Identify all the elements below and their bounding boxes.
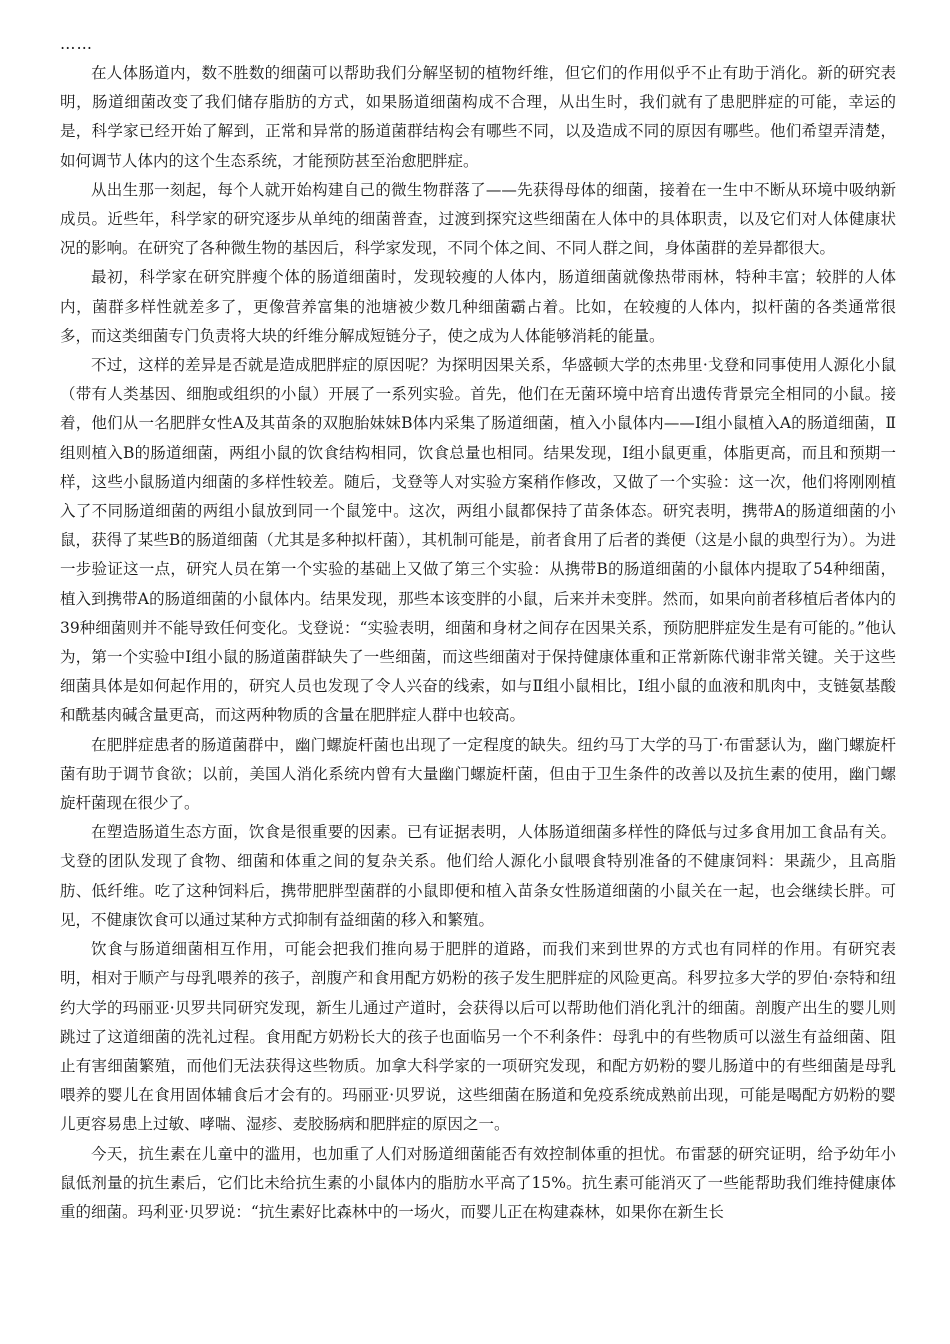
paragraph-birth-feeding: 饮食与肠道细菌相互作用，可能会把我们推向易于肥胖的道路，而我们来到世界的方式也有同样的作用。有研究表明，相对于顺产与母乳喂养的孩子，剖腹产和食用配方奶粉的孩子发生肥胖症的风险更高。科罗拉多大学的罗伯·奈特和纽约大学的玛丽亚·贝罗共同研究发现，新生儿通过产道时，会获得以后可以帮助他们消化乳汁的细菌。剖腹产出生的婴儿则跳过了这道细菌的洗礼过程。食用配方奶粉长大的孩子也面临另一个不利条件：母乳中的有些物质可以滋生有益细菌、阻止有害细菌繁殖，而他们无法获得这些物质。加拿大科学家的一项研究发现，和配方奶粉的婴儿肠道中的有些细菌是母乳喂养的婴儿在食用固体辅食后才会有的。玛丽亚·贝罗说，这些细菌在肠道和免疫系统成熟前出现，可能是喝配方奶粉的婴儿更容易患上过敏、哮喘、湿疹、麦胶肠病和肥胖症的原因之一。 (60, 940, 896, 1134)
document-page (60, 30, 896, 1227)
lead-fragment: …… (60, 35, 93, 53)
paragraph-diet: 在塑造肠道生态方面，饮食是很重要的因素。已有证据表明，人体肠道细菌多样性的降低与过多食用加工食品有关。戈登的团队发现了食物、细菌和体重之间的复杂关系。他们给人源化小鼠喂食特别准备的不健康饲料：果蔬少，且高脂肪、低纤维。吃了这种饲料后，携带肥胖型菌群的小鼠即便和植入苗条女性肠道细菌的小鼠关在一起，也会继续长胖。可见，不健康饮食可以通过某种方式抑制有益细菌的移入和繁殖。 (60, 823, 896, 929)
paragraph-gut-bacteria-intro: 在人体肠道内，数不胜数的细菌可以帮助我们分解坚韧的植物纤维，但它们的作用似乎不止有助于消化。新的研究表明，肠道细菌改变了我们储存脂肪的方式，如果肠道细菌构成不合理，从出生时，我们就有了患肥胖症的可能，幸运的是，科学家已经开始了解到，正常和异常的肠道菌群结构会有哪些不同，以及造成不同的原因有哪些。他们希望弄清楚，如何调节人体内的这个生态系统，才能预防甚至治愈肥胖症。 (60, 64, 896, 170)
paragraph-antibiotics: 今天，抗生素在儿童中的滥用，也加重了人们对肠道细菌能否有效控制体重的担忧。布雷瑟的研究证明，给予幼年小鼠低剂量的抗生素后，它们比未给抗生素的小鼠体内的脂肪水平高了15%。抗生素可能消灭了一些能帮助我们维持健康体重的细菌。玛利亚·贝罗说：“抗生素好比森林中的一场火，而婴儿正在构建森林，如果你在新生长 (60, 1144, 896, 1221)
paragraph-microbiome-development: 从出生那一刻起，每个人就开始构建自己的微生物群落了——先获得母体的细菌，接着在一生中不断从环境中吸纳新成员。近些年，科学家的研究逐步从单纯的细菌普查，过渡到探究这些细菌在人体中的具体职责，以及它们对人体健康状况的影响。在研究了各种微生物的基因后，科学家发现，不同个体之间、不同人群之间，身体菌群的差异都很大。 (60, 180, 896, 258)
paragraph-gordon-experiments: 不过，这样的差异是否就是造成肥胖症的原因呢？为探明因果关系，华盛顿大学的杰弗里·戈登和同事使用人源化小鼠（带有人类基因、细胞或组织的小鼠）开展了一系列实验。首先，他们在无菌环境中培育出遗传背景完全相同的小鼠。接着，他们从一名肥胖女性A及其苗条的双胞胎妹妹B体内采集了肠道细菌，植入小鼠体内——Ⅰ组小鼠植入A的肠道细菌，Ⅱ组则植入B的肠道细菌，两组小鼠的饮食结构相同，饮食总量也相同。结果发现，Ⅰ组小鼠更重，体脂更高，而且和预期一样，这些小鼠肠道内细菌的多样性较差。随后，戈登等人对实验方案稍作修改，又做了一个实验：这一次，他们将刚刚植入了不同肠道细菌的两组小鼠放到同一个鼠笼中。这次，两组小鼠都保持了苗条体态。研究表明，携带A的肠道细菌的小鼠，获得了某些B的肠道细菌（尤其是多种拟杆菌），其机制可能是，前者食用了后者的粪便（这是小鼠的典型行为）。为进一步验证这一点，研究人员在第一个实验的基础上又做了第三个实验：从携带B的肠道细菌的小鼠体内提取了54种细菌，植入到携带A的肠道细菌的小鼠体内。结果发现，那些本该变胖的小鼠，后来并未变胖。然而，如果向前者移植后者体内的39种细菌则并不能导致任何变化。戈登说：“实验表明，细菌和身材之间存在因果关系，预防肥胖症发生是有可能的。”他认为，第一个实验中Ⅰ组小鼠的肠道菌群缺失了一些细菌，而这些细菌对于保持健康体重和正常新陈代谢非常关键。关于这些细菌具体是如何起作用的，研究人员也发现了令人兴奋的线索，如与Ⅱ组小鼠相比，Ⅰ组小鼠的血液和肌肉中，支链氨基酸和酰基肉碱含量更高，而这两种物质的含量在肥胖症人群中也较高。 (60, 356, 896, 725)
paragraph-lean-vs-obese: 最初，科学家在研究胖瘦个体的肠道细菌时，发现较瘦的人体内，肠道细菌就像热带雨林，特种丰富；较胖的人体内，菌群多样性就差多了，更像营养富集的池塘被少数几种细菌霸占着。比如，在较瘦的人体内，拟杆菌的各类通常很多，而这类细菌专门负责将大块的纤维分解成短链分子，使之成为人体能够消耗的能量。 (60, 268, 896, 345)
paragraph-helicobacter: 在肥胖症患者的肠道菌群中，幽门螺旋杆菌也出现了一定程度的缺失。纽约马丁大学的马丁·布雷瑟认为，幽门螺旋杆菌有助于调节食欲；以前，美国人消化系统内曾有大量幽门螺旋杆菌，但由于卫生条件的改善以及抗生素的使用，幽门螺旋杆菌现在很少了。 (60, 735, 896, 813)
